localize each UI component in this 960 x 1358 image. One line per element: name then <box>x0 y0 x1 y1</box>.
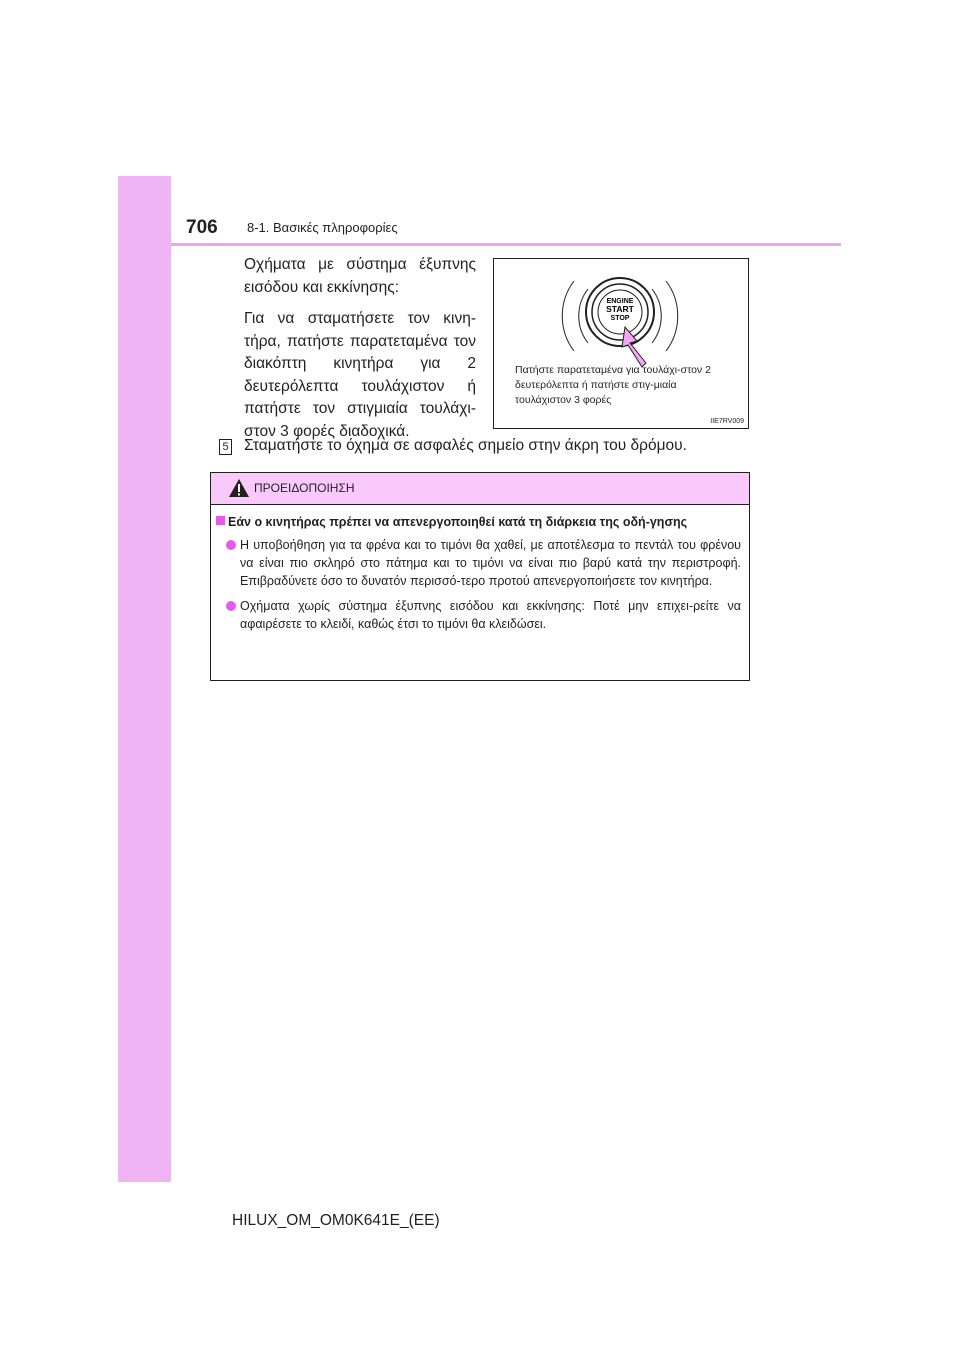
intro-title: Οχήματα με σύστημα έξυπνης εισόδου και εκκίνησης: <box>244 256 476 296</box>
intro-body: Για να σταματήσετε τον κινη-τήρα, πατήστε παρατεταμένα τον διακόπτη κινητήρα για 2 δευτερόλεπτα τουλάχιστον ή πατήστε τον στιγμιαία τουλάχι-στον 3 φορές διαδοχικά. <box>244 310 476 440</box>
warning-heading: Εάν ο κινητήρας πρέπει να απενεργοποιηθεί κατά τη διάρκεια της οδή-γησης <box>228 515 688 529</box>
warning-header <box>211 473 749 505</box>
header-rule <box>171 243 841 246</box>
step-number-badge: 5 <box>219 439 232 455</box>
illustration-code: IIE7RV009 <box>710 418 744 425</box>
button-label-line-2: START <box>606 304 634 314</box>
button-label-line-1: ENGINE <box>606 298 634 305</box>
square-bullet-icon <box>216 516 225 525</box>
intro-text-block <box>244 254 476 452</box>
warning-box <box>210 472 750 681</box>
warning-heading-row <box>211 513 749 531</box>
circle-bullet-icon <box>226 601 236 611</box>
warning-triangle-icon <box>228 478 250 498</box>
step-text: Σταματήστε το όχημα σε ασφαλές σημείο στην άκρη του δρόμου. <box>244 437 687 454</box>
engine-start-stop-button-icon <box>494 259 750 369</box>
button-label-line-3: STOP <box>610 315 630 322</box>
warning-bullet-text: Οχήματα χωρίς σύστημα έξυπνης εισόδου και εκκίνησης: Ποτέ μην επιχει-ρείτε να αφαιρέσετε το κλειδί, καθώς έτσι το τιμόνι θα κλειδώσει. <box>240 599 741 631</box>
warning-bullet-text: Η υποβοήθηση για τα φρένα και το τιμόνι θα χαθεί, με αποτέλεσμα το πεντάλ του φρένου να είναι πιο σκληρό στο πάτημα και το τιμόνι να είναι πιο βαρύ κατά την περιστροφή. Επιβραδύνετε όσο το δυνατόν περισσό-τερο προτού απενεργοποιήσετε τον κινητήρα. <box>240 538 741 588</box>
page-number: 706 <box>186 217 218 238</box>
warning-title: ΠΡΟΕΙΔΟΠΟΙΗΣΗ <box>254 481 355 495</box>
list-item <box>211 536 749 590</box>
engine-switch-illustration <box>493 258 749 429</box>
document-code-footer: HILUX_OM_OM0K641E_(EE) <box>232 1212 440 1229</box>
section-title: 8-1. Βασικές πληροφορίες <box>247 220 398 235</box>
illustration-caption: Πατήστε παρατεταμένα για τουλάχι-στον 2 δευτερόλεπτα ή πατήστε στιγ-μιαία τουλάχιστον 3 φορές <box>515 364 711 406</box>
warning-body <box>211 513 749 633</box>
list-item <box>211 597 749 633</box>
circle-bullet-icon <box>226 540 236 550</box>
chapter-sidebar-tab <box>118 176 171 1182</box>
